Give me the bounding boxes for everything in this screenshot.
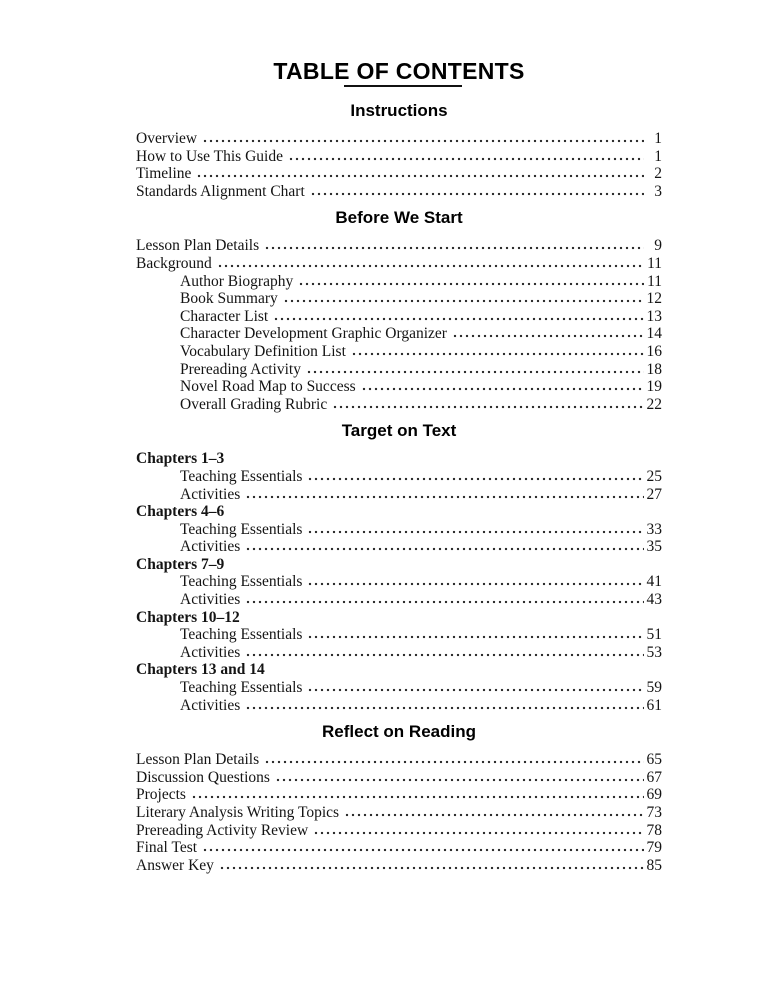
dot-leader xyxy=(306,370,644,374)
section-entries-reflect-on-reading xyxy=(136,751,662,874)
section-entries-before-we-start xyxy=(136,237,662,413)
toc-entry-label: Overview xyxy=(136,130,198,147)
toc-entry-page-number: 79 xyxy=(646,839,662,857)
section-heading-before-we-start: Before We Start xyxy=(335,208,463,228)
toc-entry xyxy=(136,290,662,308)
dot-leader xyxy=(452,334,644,338)
toc-entry-page-number: 67 xyxy=(646,768,662,786)
section-target-on-text xyxy=(136,421,662,714)
toc-entry-label: Lesson Plan Details xyxy=(136,237,260,255)
dot-leader xyxy=(219,866,644,870)
toc-entry-page-number: 53 xyxy=(646,643,662,661)
toc-chapter-heading xyxy=(136,503,662,521)
toc-entry xyxy=(136,769,662,787)
toc-entry-page-number: 9 xyxy=(654,237,662,255)
toc-entry-label: Answer Key xyxy=(136,856,214,874)
toc-entry-page-number: 19 xyxy=(646,378,662,396)
toc-entry-page-number: 59 xyxy=(646,679,662,697)
section-entries-target-on-text xyxy=(136,450,662,714)
toc-entry-label: Standards Alignment Chart xyxy=(136,182,305,200)
toc-entry-label: Activities xyxy=(180,485,241,503)
toc-chapter-heading xyxy=(136,556,662,574)
toc-entry-label: Novel Road Map to Success xyxy=(180,378,356,396)
dot-leader xyxy=(298,282,644,286)
toc-entry-label: Background xyxy=(136,254,212,272)
toc-entry-label: Teaching Essentials xyxy=(180,573,303,591)
toc-entry xyxy=(136,521,662,539)
dot-leader xyxy=(245,653,644,657)
toc-entry-label: Vocabulary Definition List xyxy=(180,342,346,360)
toc-entry-page-number: 73 xyxy=(646,804,662,821)
dot-leader xyxy=(217,264,644,268)
toc-entry-label: Author Biography xyxy=(180,272,294,290)
toc-entry-label: Chapters 13 and 14 xyxy=(136,661,265,679)
toc-entry-label: Chapters 10–12 xyxy=(136,608,240,626)
toc-entry-page-number: 18 xyxy=(646,360,662,378)
toc-entry-label: Teaching Essentials xyxy=(180,626,303,644)
toc-entry xyxy=(136,130,662,148)
dot-leader xyxy=(245,706,644,710)
toc-entry-label: Character List xyxy=(180,307,269,325)
toc-chapter-heading xyxy=(136,661,662,679)
toc-entry-page-number: 51 xyxy=(646,626,662,644)
toc-entry xyxy=(136,396,662,414)
toc-entry-label: Teaching Essentials xyxy=(180,467,303,485)
dot-leader xyxy=(283,299,644,303)
toc-entry xyxy=(136,839,662,857)
toc-entry xyxy=(136,183,662,201)
toc-entry-page-number: 61 xyxy=(646,696,662,714)
dot-leader xyxy=(351,352,644,356)
dot-leader xyxy=(307,582,644,586)
section-heading-target-on-text: Target on Text xyxy=(341,421,457,441)
toc-entry xyxy=(136,325,662,343)
section-instructions xyxy=(136,101,662,200)
toc-entry-page-number: 1 xyxy=(654,147,662,165)
toc-entry-page-number: 11 xyxy=(647,254,662,272)
dot-leader xyxy=(264,760,644,764)
toc-entry xyxy=(136,468,662,486)
toc-entry-page-number: 16 xyxy=(646,342,662,360)
toc-entry xyxy=(136,822,662,840)
toc-entry xyxy=(136,626,662,644)
toc-entry xyxy=(136,148,662,166)
toc-entry-label: Character Development Graphic Organizer xyxy=(180,325,447,343)
toc-entry-label: Projects xyxy=(136,786,186,804)
toc-entry-page-number: 65 xyxy=(646,751,662,769)
toc-entry-page-number: 85 xyxy=(646,856,662,874)
toc-entry xyxy=(136,378,662,396)
toc-entry xyxy=(136,165,662,183)
toc-entry xyxy=(136,591,662,609)
dot-leader xyxy=(264,246,644,250)
dot-leader xyxy=(202,848,644,852)
dot-leader xyxy=(310,192,644,196)
dot-leader xyxy=(313,831,644,835)
toc-entry xyxy=(136,361,662,379)
toc-entry xyxy=(136,308,662,326)
toc-entry-label: Book Summary xyxy=(180,290,278,308)
dot-leader xyxy=(273,317,644,321)
toc-entry-page-number: 35 xyxy=(646,538,662,556)
dot-leader xyxy=(275,778,644,782)
dot-leader xyxy=(196,174,644,178)
page-header xyxy=(136,58,662,87)
toc-entry-label: Prereading Activity Review xyxy=(136,821,309,839)
toc-entry xyxy=(136,486,662,504)
toc-entry-page-number: 1 xyxy=(654,130,662,147)
toc-entry-page-number: 14 xyxy=(646,325,662,343)
toc-entry xyxy=(136,804,662,822)
toc-entry xyxy=(136,786,662,804)
toc-entry xyxy=(136,679,662,697)
toc-entry xyxy=(136,273,662,291)
toc-entry xyxy=(136,573,662,591)
toc-entry-label: Activities xyxy=(180,643,241,661)
dot-leader xyxy=(307,477,644,481)
toc-entry xyxy=(136,255,662,273)
toc-entry-label: Timeline xyxy=(136,165,192,183)
toc-entry-label: Final Test xyxy=(136,839,198,857)
toc-entry-label: Teaching Essentials xyxy=(180,520,303,538)
toc-entry xyxy=(136,343,662,361)
section-heading-instructions: Instructions xyxy=(350,101,448,120)
toc-entry-label: Chapters 7–9 xyxy=(136,555,225,573)
toc-entry xyxy=(136,697,662,715)
title-underline xyxy=(344,85,462,87)
dot-leader xyxy=(288,157,644,161)
toc-entry-page-number: 69 xyxy=(646,786,662,804)
toc-entry-label: Lesson Plan Details xyxy=(136,751,260,769)
toc-chapter-heading xyxy=(136,450,662,468)
dot-leader xyxy=(361,387,644,391)
toc-entry-page-number: 43 xyxy=(646,591,662,609)
toc-entry-page-number: 78 xyxy=(646,821,662,839)
dot-leader xyxy=(245,495,644,499)
toc-entry-page-number: 33 xyxy=(646,520,662,538)
toc-entry xyxy=(136,644,662,662)
dot-leader xyxy=(191,795,644,799)
toc-entry-label: Overall Grading Rubric xyxy=(180,395,328,413)
toc-entry-label: Activities xyxy=(180,538,241,556)
dot-leader xyxy=(202,139,644,143)
toc-entry-label: Chapters 4–6 xyxy=(136,503,225,521)
section-reflect-on-reading xyxy=(136,722,662,874)
toc-entry-label: Teaching Essentials xyxy=(180,679,303,697)
dot-leader xyxy=(245,547,644,551)
toc-entry-page-number: 13 xyxy=(646,307,662,325)
toc-entry-page-number: 27 xyxy=(646,485,662,503)
page-title: TABLE OF CONTENTS xyxy=(273,58,525,84)
toc-chapter-heading xyxy=(136,609,662,627)
toc-entry-label: Chapters 1–3 xyxy=(136,450,225,468)
toc-entry-page-number: 3 xyxy=(654,182,662,200)
toc-entry xyxy=(136,538,662,556)
toc-entry xyxy=(136,857,662,875)
toc-entry-page-number: 22 xyxy=(646,395,662,413)
toc-entry-page-number: 25 xyxy=(646,467,662,485)
toc-entry-label: Literary Analysis Writing Topics xyxy=(136,804,340,821)
toc-entry-label: Discussion Questions xyxy=(136,768,270,786)
section-heading-reflect-on-reading: Reflect on Reading xyxy=(322,722,476,742)
toc-entry-label: Prereading Activity xyxy=(180,360,301,378)
dot-leader xyxy=(307,530,644,534)
toc-entry xyxy=(136,751,662,769)
dot-leader xyxy=(307,688,644,692)
toc-entry-page-number: 2 xyxy=(654,165,662,183)
dot-leader xyxy=(245,600,644,604)
section-before-we-start xyxy=(136,208,662,413)
toc-entry-label: Activities xyxy=(180,696,241,714)
dot-leader xyxy=(344,813,644,817)
toc-entry-label: Activities xyxy=(180,591,241,609)
toc-entry-page-number: 12 xyxy=(646,290,662,308)
toc-entry-label: How to Use This Guide xyxy=(136,147,283,165)
dot-leader xyxy=(332,405,644,409)
dot-leader xyxy=(307,635,644,639)
toc-entry-page-number: 11 xyxy=(647,272,662,290)
toc-entry-page-number: 41 xyxy=(646,573,662,591)
toc-entry xyxy=(136,237,662,255)
section-entries-instructions xyxy=(136,130,662,200)
